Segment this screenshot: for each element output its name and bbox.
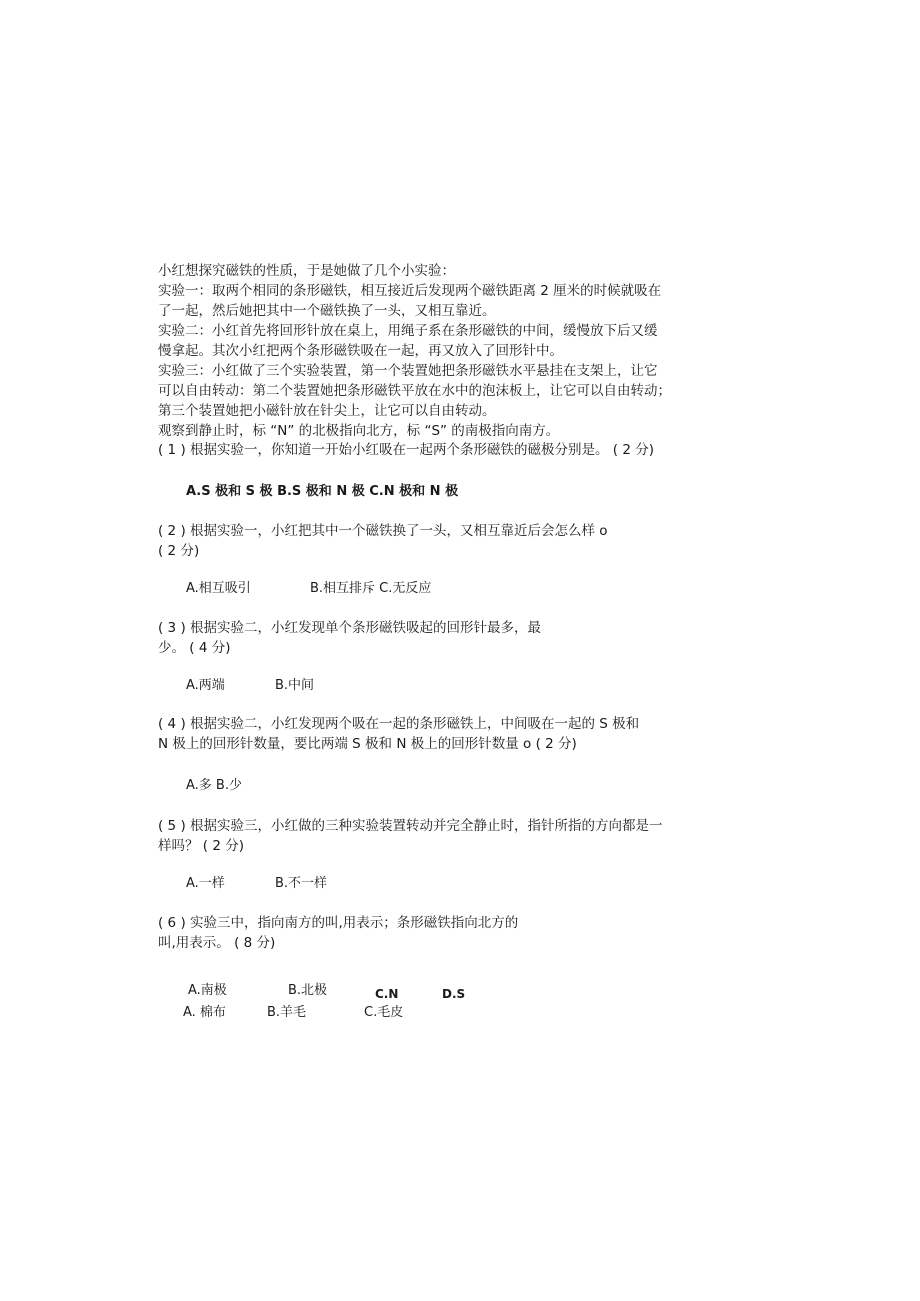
question-5-cont: 样吗？ ( 2 分) (158, 838, 244, 854)
question-1: ( 1 ) 根据实验一，你知道一开始小红吸在一起两个条形磁铁的磁极分别是。 ( 2 分) (158, 442, 654, 458)
question-4-options: A.多 B.少 (186, 778, 242, 793)
question-3: ( 3 ) 根据实验二，小红发现单个条形磁铁吸起的回形针最多，最 (158, 620, 541, 636)
question-6-option-d: D.S (442, 987, 466, 1001)
intro-line: 实验一：取两个相同的条形磁铁，相互接近后发现两个磁铁距离 2 厘米的时候就吸在 (158, 283, 662, 299)
intro-line: 实验三：小红做了三个实验装置，第一个装置她把条形磁铁水平悬挂在支架上，让它 (158, 363, 658, 379)
question-5: ( 5 ) 根据实验三，小红做的三种实验装置转动并完全静止时，指针所指的方向都是一 (158, 818, 663, 834)
intro-line: 慢拿起。其次小红把两个条形磁铁吸在一起，再又放入了回形针中。 (158, 343, 563, 359)
question-1-options: A.S 极和 S 极 B.S 极和 N 极 C.N 极和 N 极 (186, 484, 459, 499)
intro-line: 实验二：小红首先将回形针放在桌上，用绳子系在条形磁铁的中间，缓慢放下后又缓 (158, 323, 658, 339)
intro-line: 了一起，然后她把其中一个磁铁换了一头，又相互靠近。 (158, 303, 496, 319)
question-2-points: ( 2 分) (158, 543, 200, 559)
stray-option-a: A. 棉布 (183, 1005, 226, 1020)
stray-option-b: B.羊毛 (267, 1005, 307, 1020)
question-6-cont: 叫,用表示。 ( 8 分) (158, 935, 276, 951)
question-6: ( 6 ) 实验三中，指向南方的叫,用表示；条形磁铁指向北方的 (158, 915, 519, 931)
question-2-option-bc: B.相互排斥 C.无反应 (310, 581, 432, 596)
question-2: ( 2 ) 根据实验一，小红把其中一个磁铁换了一头，又相互靠近后会怎么样 o (158, 523, 608, 539)
question-6-option-b: B.北极 (288, 983, 328, 998)
question-6-option-a: A.南极 (188, 983, 227, 998)
intro-line: 第三个装置她把小磁针放在针尖上，让它可以自由转动。 (158, 403, 496, 419)
intro-line: 小红想探究磁铁的性质，于是她做了几个小实验： (158, 263, 455, 279)
intro-line: 可以自由转动：第二个装置她把条形磁铁平放在水中的泡沫板上，让它可以自由转动； (158, 383, 671, 399)
question-4: ( 4 ) 根据实验二，小红发现两个吸在一起的条形磁铁上，中间吸在一起的 S 极和 (158, 716, 640, 732)
question-3-points: 少。 ( 4 分) (158, 640, 231, 656)
question-5-option-b: B.不一样 (275, 876, 328, 891)
intro-line: 观察到静止时，标 “N” 的北极指向北方，标 “S” 的南极指向南方。 (158, 423, 560, 439)
question-5-option-a: A.一样 (186, 876, 225, 891)
stray-option-c: C.毛皮 (364, 1005, 404, 1020)
question-3-option-a: A.两端 (186, 678, 225, 693)
question-6-option-c: C.N (375, 987, 399, 1001)
question-4-cont: N 极上的回形针数量，要比两端 S 极和 N 极上的回形针数量 o ( 2 分) (158, 736, 577, 752)
question-3-option-b: B.中间 (275, 678, 315, 693)
question-2-option-a: A.相互吸引 (186, 581, 251, 596)
